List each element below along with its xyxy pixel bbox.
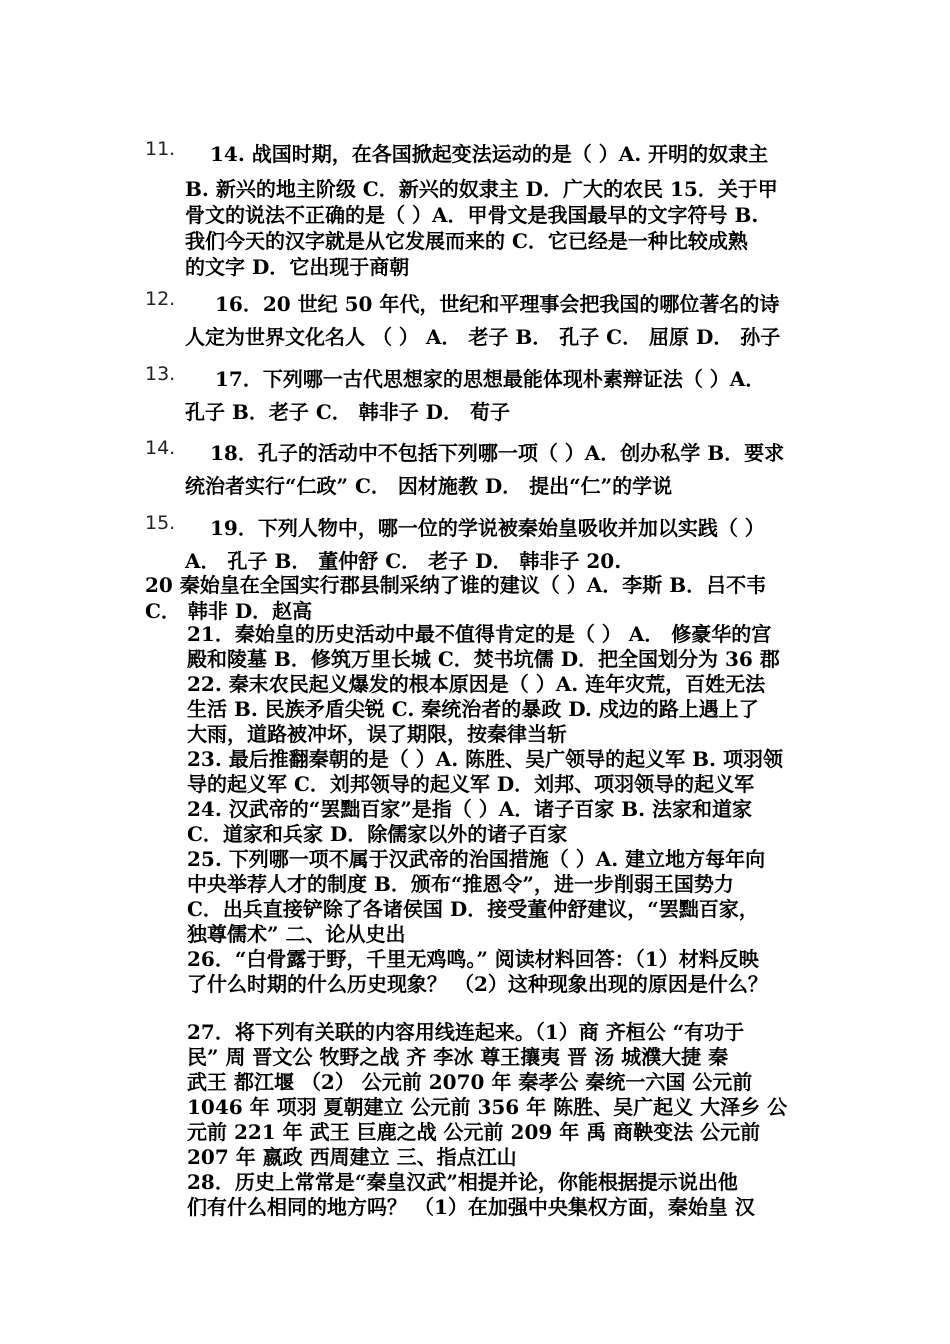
text-line: 独尊儒术” 二、论从史出 (187, 922, 406, 946)
text-line: 我们今天的汉字就是从它发展而来的 C．它已经是一种比较成熟 (185, 229, 748, 253)
list-item-continuation (185, 548, 825, 574)
text-line: 22. 秦末农民起义爆发的根本原因是（ ）A. 连年灾荒，百姓无法 (187, 672, 766, 696)
list-item-first-line: 16．20 世纪 50 年代，世纪和平理事会把我国的哪位著名的诗 (215, 292, 780, 316)
text-line: 孔子 B．老子 C． 韩非子 D． 荀子 (185, 400, 510, 424)
text-line: 导的起义军 C．刘邦领导的起义军 D．刘邦、项羽领导的起义军 (187, 772, 755, 796)
questions-21-26 (187, 622, 847, 997)
text-line: 武王 都江堰 （2） 公元前 2070 年 秦孝公 秦统一六国 公元前 (187, 1070, 753, 1094)
text-line: 骨文的说法不正确的是（ ）A．甲骨文是我国最早的文字符号 B. (185, 203, 759, 227)
question-20 (145, 572, 845, 624)
text-line: 21．秦始皇的历史活动中最不值得肯定的是（ ） A． 修豪华的宫 (187, 622, 772, 646)
text-line: 20 秦始皇在全国实行郡县制采纳了谁的建议（ ）A．李斯 B．吕不韦 (145, 573, 767, 597)
text-line: C． 韩非 D．赵高 (145, 599, 313, 623)
text-line: 人定为世界文化名人 （ ） A． 老子 B． 孔子 C． 屈原 D． 孙子 (185, 325, 781, 349)
list-number: 15. (145, 512, 176, 534)
text-line: A． 孔子 B． 董仲舒 C． 老子 D． 韩非子 20. (185, 549, 622, 573)
list-item-first-line: 18．孔子的活动中不包括下列哪一项（ ）A．创办私学 B．要求 (210, 441, 785, 465)
list-number: 12. (145, 288, 176, 310)
text-line: B. 新兴的地主阶级 C．新兴的奴隶主 D．广大的农民 15．关于甲 (185, 177, 778, 201)
text-line: 207 年 嬴政 西周建立 三、指点江山 (187, 1145, 517, 1169)
text-line: 们有什么相同的地方吗？ （1）在加强中央集权方面，秦始皇 汉 (187, 1195, 755, 1219)
text-line: 中央举荐人才的制度 B．颁布“推恩令”，进一步削弱王国势力 (187, 872, 734, 896)
text-line: 了什么时期的什么历史现象？ （2）这种现象出现的原因是什么？ (187, 972, 768, 996)
text-line: 殿和陵墓 B．修筑万里长城 C．焚书坑儒 D．把全国划分为 36 郡 (187, 647, 780, 671)
text-line: 23. 最后推翻秦朝的是（ ）A. 陈胜、吴广领导的起义军 B. 项羽领 (187, 747, 783, 771)
questions-27-28 (187, 1020, 847, 1220)
text-line: 24. 汉武帝的“罢黜百家”是指（ ）A．诸子百家 B. 法家和道家 (187, 797, 753, 821)
text-line: 生活 B. 民族矛盾尖锐 C. 秦统治者的暴政 D. 戍边的路上遇上了 (187, 697, 759, 721)
text-line: 25. 下列哪一项不属于汉武帝的治国措施（ ）A. 建立地方每年向 (187, 847, 766, 871)
list-item-first-line: 19．下列人物中，哪一位的学说被秦始皇吸收并加以实践（ ） (210, 516, 765, 540)
list-item-continuation (185, 324, 825, 350)
text-line: 1046 年 项羽 夏朝建立 公元前 356 年 陈胜、吴广起义 大泽乡 公 (187, 1095, 788, 1119)
text-line: 元前 221 年 武王 巨鹿之战 公元前 209 年 禹 商鞅变法 公元前 (187, 1120, 761, 1144)
list-item-first-line: 14. 战国时期，在各国掀起变法运动的是（ ）A. 开明的奴隶主 (210, 142, 769, 166)
text-line: 的文字 D．它出现于商朝 (185, 255, 410, 279)
text-line: C．出兵直接铲除了各诸侯国 D．接受董仲舒建议，“罢黜百家， (187, 897, 759, 921)
list-number: 13. (145, 363, 176, 385)
text-line: 26．“白骨露于野，千里无鸡鸣。” 阅读材料回答：（1）材料反映 (187, 947, 759, 971)
text-line: 民” 周 晋文公 牧野之战 齐 李冰 尊王攘夷 晋 汤 城濮大捷 秦 (187, 1045, 729, 1069)
text-line: C．道家和兵家 D．除儒家以外的诸子百家 (187, 822, 568, 846)
text-line: 大雨，道路被冲坏，误了期限，按秦律当斩 (187, 722, 567, 746)
text-line: 统治者实行“仁政” C． 因材施教 D． 提出“仁”的学说 (185, 474, 673, 498)
list-item-continuation (185, 176, 825, 280)
list-item-first-line: 17．下列哪一古代思想家的思想最能体现朴素辩证法（ ）A． (215, 367, 766, 391)
list-item-continuation (185, 399, 825, 425)
list-item-continuation (185, 473, 825, 499)
list-number: 14. (145, 437, 176, 459)
text-line: 28．历史上常常是“秦皇汉武”相提并论，你能根据提示说出他 (187, 1170, 738, 1194)
text-line: 27．将下列有关联的内容用线连起来。（1）商 齐桓公 “有功于 (187, 1020, 745, 1044)
list-number: 11. (145, 138, 176, 160)
